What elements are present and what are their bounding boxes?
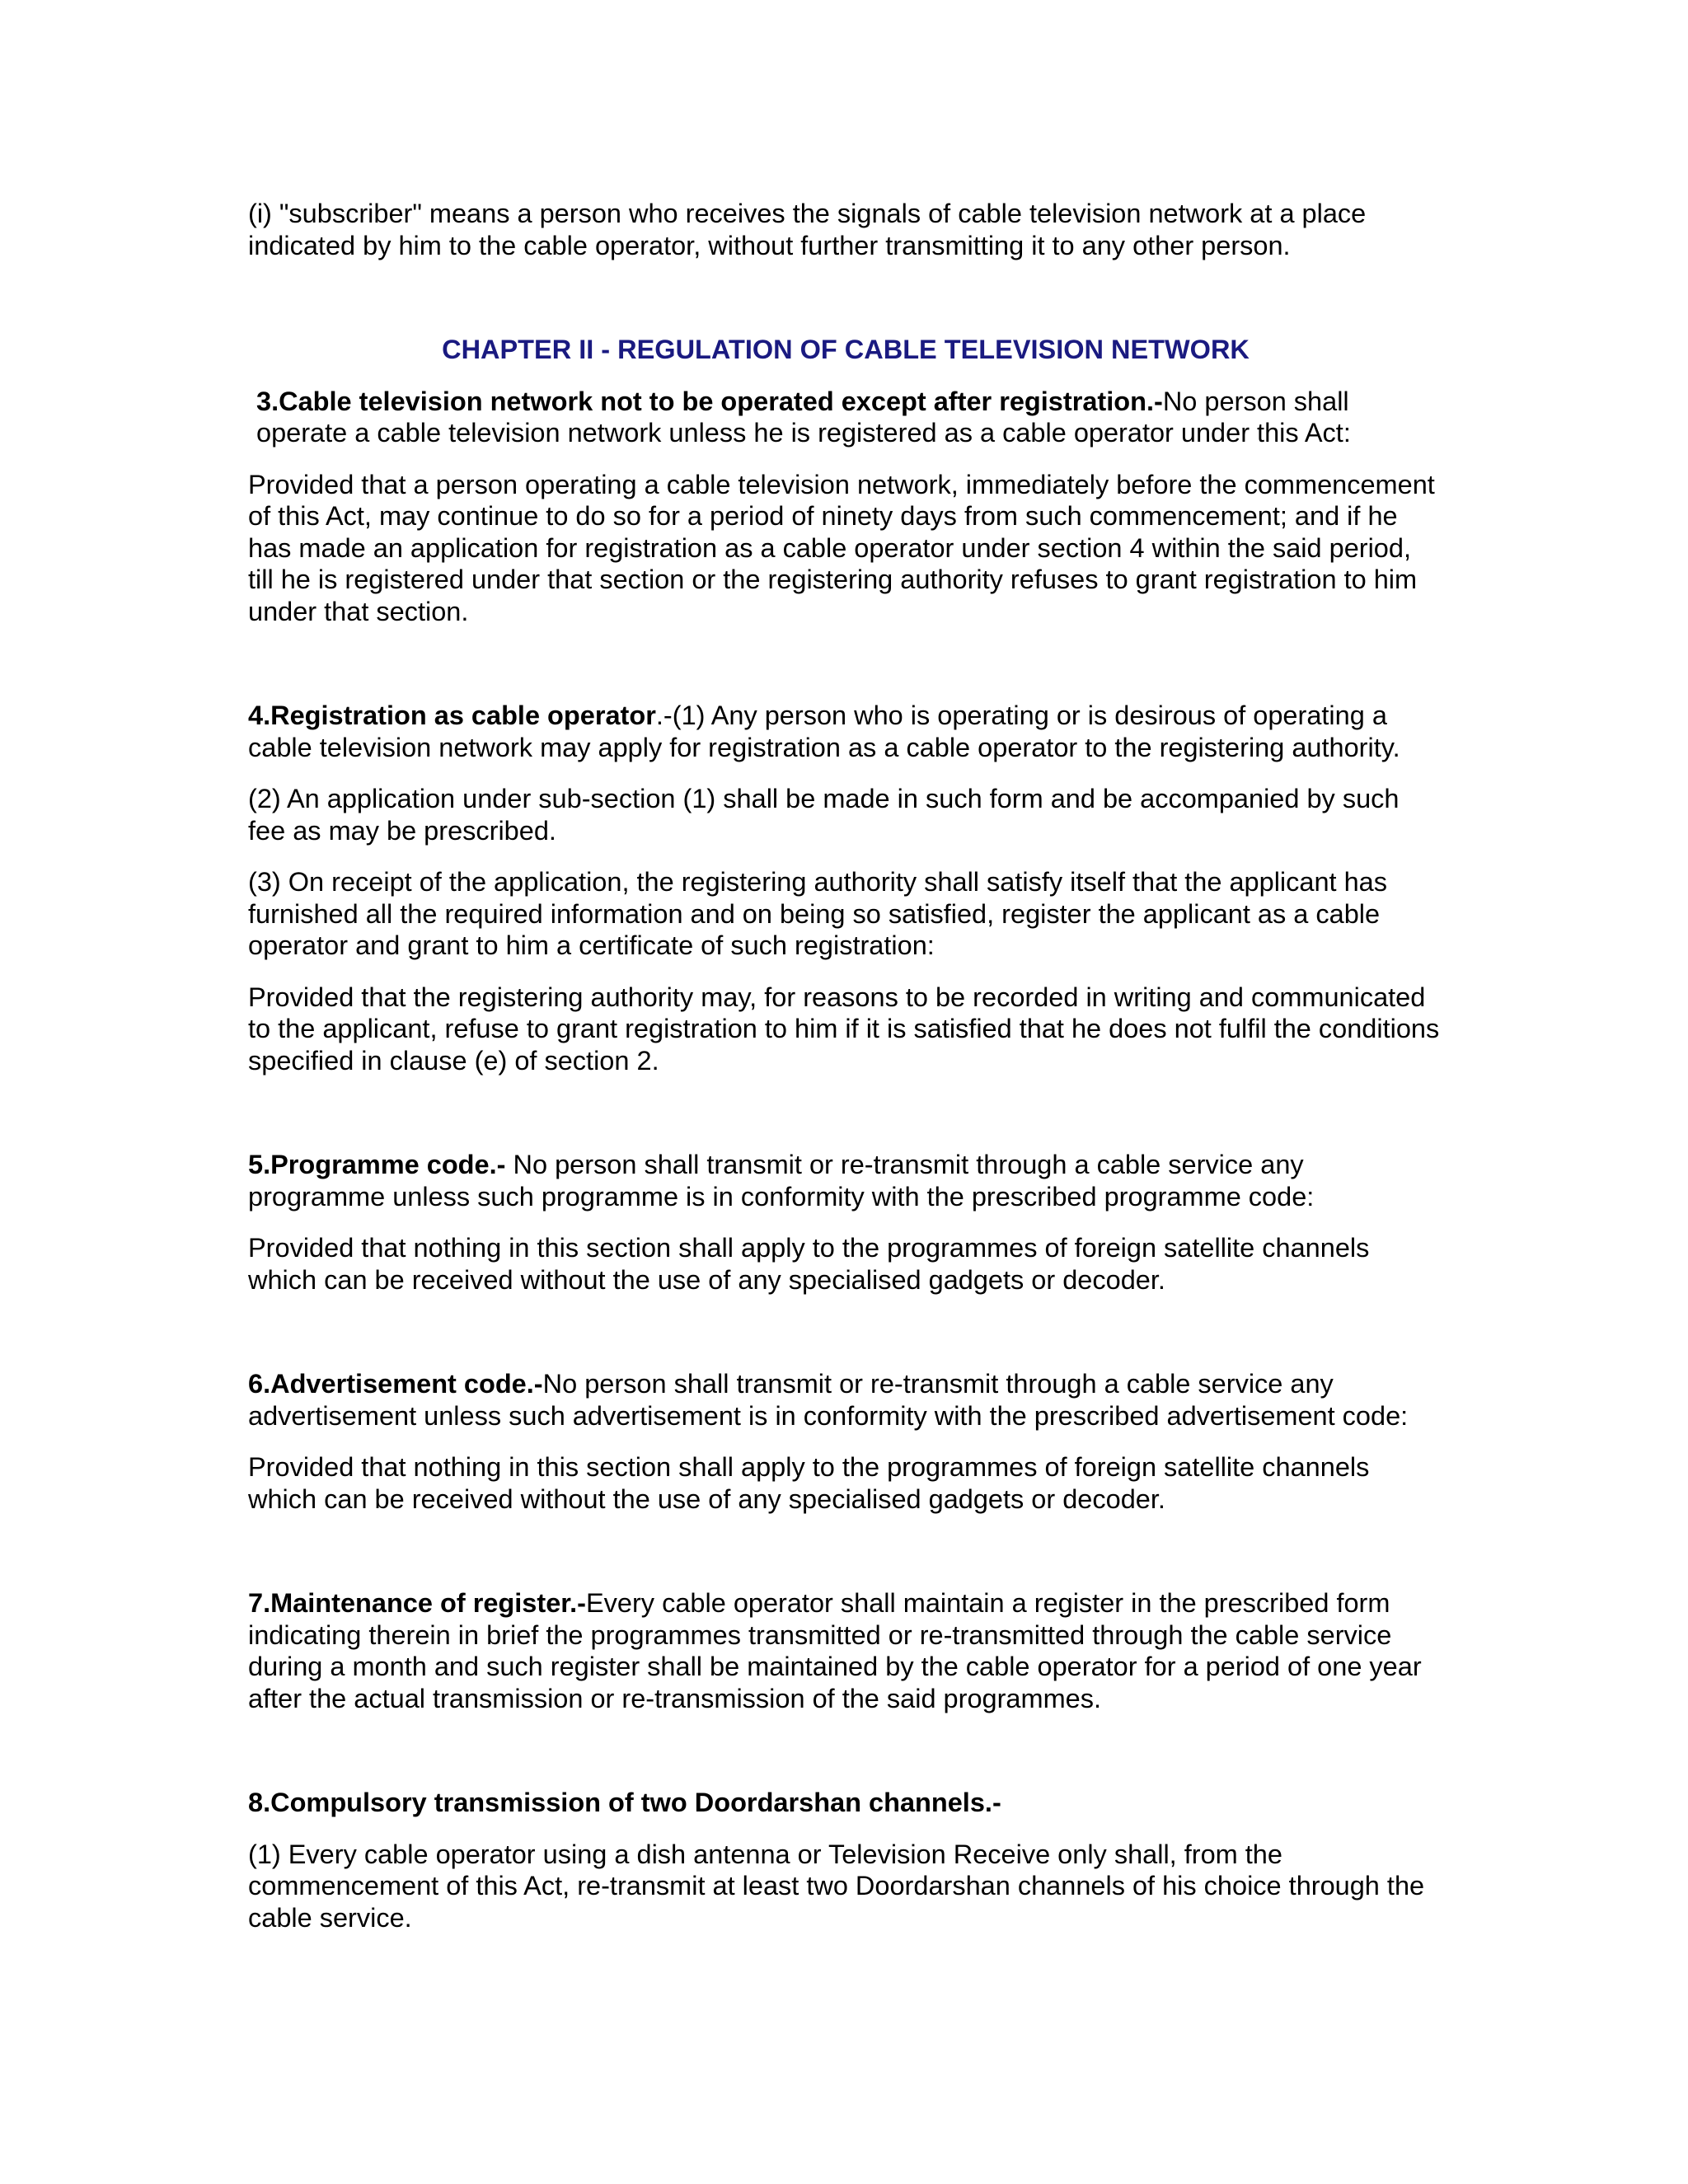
section-8-heading-text: 8.Compulsory transmission of two Doordarshan channels.- — [248, 1788, 1001, 1817]
section-6-heading: 6.Advertisement code.- — [248, 1369, 543, 1399]
section-8-heading — [248, 1787, 1443, 1819]
section-4-text: .-(1) Any person who is operating or is desirous of operating a cable television network may apply for registration as a cable operator to the registering authority. — [248, 701, 1400, 762]
section-5 — [248, 1149, 1443, 1212]
section-3-heading: 3.Cable television network not to be operated except after registration.- — [256, 386, 1163, 416]
section-4-sub3: (3) On receipt of the application, the registering authority shall satisfy itself that the applicant has furnished all the required information and on being so satisfied, register the applicant as a cable operator and grant to him a certificate of such registration: — [248, 867, 1387, 960]
section-4-heading: 4.Registration as cable operator — [248, 701, 656, 730]
chapter-title: CHAPTER II - REGULATION OF CABLE TELEVISION NETWORK — [442, 335, 1250, 364]
section-6-proviso: Provided that nothing in this section shall apply to the programmes of foreign satellite channels which can be received without the use of any specialised gadgets or decoder. — [248, 1452, 1370, 1514]
section-3-proviso: Provided that a person operating a cable television network, immediately before the commencement of this Act, may continue to do so for a period of ninety days from such commencement; and if he has made an application for registration as a cable operator under section 4 within the said period, till he is registered under that section or the registering authority refuses to grant registration to him under that section. — [248, 469, 1435, 626]
definition-subscriber: (i) "subscriber" means a person who receives the signals of cable television network at a place indicated by him to the cable operator, without further transmitting it to any other person. — [248, 199, 1367, 260]
section-5-heading: 5.Programme code.- — [248, 1150, 506, 1179]
section-7-heading: 7.Maintenance of register.- — [248, 1588, 586, 1618]
section-3 — [248, 386, 1443, 449]
section-5-text: No person shall transmit or re-transmit through a cable service any programme unless such programme is in conformity with the prescribed programme code: — [248, 1150, 1315, 1212]
section-6-text: No person shall transmit or re-transmit through a cable service any advertisement unless such advertisement is in conformity with the prescribed advertisement code: — [248, 1369, 1409, 1431]
section-5-proviso: Provided that nothing in this section shall apply to the programmes of foreign satellite channels which can be received without the use of any specialised gadgets or decoder. — [248, 1233, 1370, 1295]
section-3-text: No person shall operate a cable television network unless he is registered as a cable operator under this Act: — [256, 386, 1351, 448]
section-4-proviso: Provided that the registering authority may, for reasons to be recorded in writing and communicated to the applicant, refuse to grant registration to him if it is satisfied that he does not fulfil the conditions specified in clause (e) of section 2. — [248, 982, 1440, 1076]
section-7-text: Every cable operator shall maintain a register in the prescribed form indicating therein in brief the programmes transmitted or re-transmitted through the cable service during a month and such register shall be maintained by the cable operator for a period of one year after the actual transmission or re-transmission of the said programmes. — [248, 1588, 1422, 1713]
section-6 — [248, 1368, 1443, 1432]
section-8-sub1: (1) Every cable operator using a dish antenna or Television Receive only shall, from the commencement of this Act, re-transmit at least two Doordarshan channels of his choice through the cable service. — [248, 1839, 1425, 1933]
section-4-sub2: (2) An application under sub-section (1) shall be made in such form and be accompanied by such fee as may be prescribed. — [248, 784, 1400, 846]
section-4 — [248, 700, 1443, 763]
section-7 — [248, 1587, 1443, 1714]
document-page — [248, 198, 1443, 1953]
